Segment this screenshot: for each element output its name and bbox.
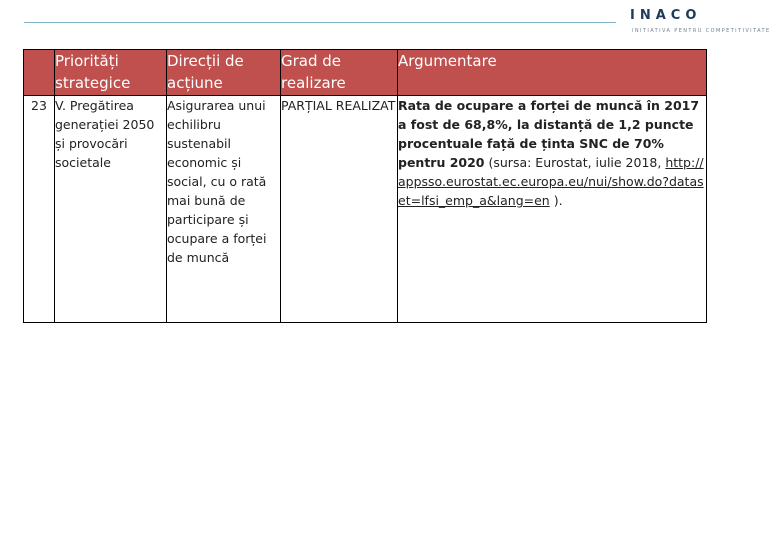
- inaco-logo: [630, 8, 771, 38]
- row-argument: [398, 96, 707, 323]
- strategy-table: [23, 49, 707, 323]
- header-directions: Direcții de acțiune: [167, 50, 281, 96]
- logo-text: INACO: [630, 8, 702, 23]
- header-argument: Argumentare: [398, 50, 707, 96]
- header-priorities: Priorități strategice: [55, 50, 167, 96]
- table-header-row: [24, 50, 707, 96]
- row-direction: Asigurarea unui echilibru sustenabil economic și social, cu o rată mai bună de participare și ocupare a forței de muncă: [167, 96, 281, 323]
- eurostat-link[interactable]: http://appsso.eurostat.ec.europa.eu/nui/show.do?dataset=lfsi_emp_a&lang=en: [398, 155, 704, 208]
- header-grade: Grad de realizare: [281, 50, 398, 96]
- argument-source: (sursa: Eurostat, iulie 2018,: [484, 155, 666, 170]
- row-grade: PARȚIAL REALIZAT: [281, 96, 398, 323]
- header-number: [24, 50, 55, 96]
- table-row: [24, 96, 707, 323]
- row-priority: V. Pregătirea generației 2050 și provocări societale: [55, 96, 167, 323]
- logo-subtitle: INITIATIVA PENTRU COMPETITIVITATE: [632, 28, 771, 34]
- argument-text: Rata de ocupare a forței de muncă în 2017 a fost de 68,8%, la distanță de 1,2 puncte procentuale față de ținta SNC de 70% pentru 2020: [398, 98, 700, 170]
- header-divider: [24, 22, 616, 23]
- row-number: 23: [24, 96, 55, 323]
- argument-source-end: ).: [549, 193, 563, 208]
